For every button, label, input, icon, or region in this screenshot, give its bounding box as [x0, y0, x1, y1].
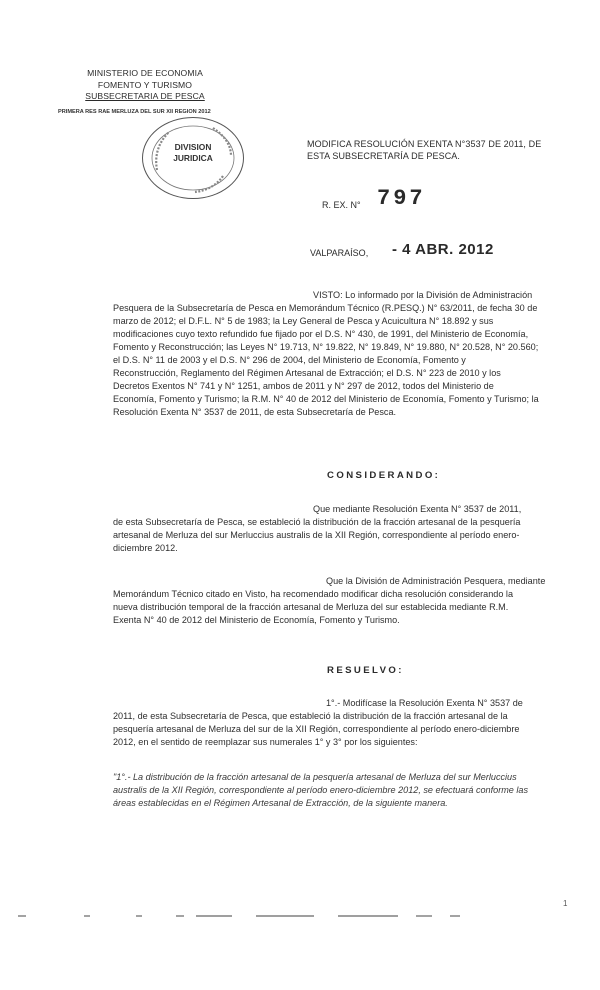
ministry-line-2: FOMENTO Y TURISMO: [97, 79, 193, 90]
resuelvo-line: 2011, de esta Subsecretaría de Pesca, que estableció la distribución de la fracción artesanal de la: [113, 711, 508, 721]
resuelvo-line: 2012, en el sentido de reemplazar sus numerales 1° y 3° por los siguientes:: [113, 737, 418, 747]
visto-line: Pesquera de la Subsecretaría de Pesca en Memorándum Técnico (R.PESQ.) N° 63/2011, de fecha 30 de: [113, 303, 538, 313]
considerando-paragraph-1: [113, 503, 578, 555]
subject-block: [307, 138, 577, 162]
considerando-line: de esta Subsecretaría de Pesca, se estableció la distribución de la fracción artesanal de la pesquería: [113, 517, 521, 527]
visto-line: VISTO: Lo informado por la División de Administración: [313, 290, 533, 300]
considerando-line: artesanal de Merluza del sur Merluccius australis de la XII Región, correspondiente al período enero-: [113, 530, 520, 540]
seal-line-2: JURIDICA: [173, 152, 213, 163]
resuelvo-line: pesquería artesanal de Merluza del sur de la XII Región, correspondiente al período enero-diciembre: [113, 724, 520, 734]
scan-footer-dashes: [0, 910, 600, 924]
quote-line: áreas establecidas en el Régimen Artesanal de Extracción, de la siguiente manera.: [113, 798, 448, 808]
resuelvo-quote: [113, 771, 578, 810]
date-stamp: - 4 ABR. 2012: [392, 241, 494, 258]
visto-line: Fomento y Reconstrucción; las Leyes N° 19.713, N° 19.822, N° 19.849, N° 19.880, N° 20.528, N° 20.560;: [113, 342, 539, 352]
ministry-line-1: MINISTERIO DE ECONOMIA: [87, 68, 203, 78]
visto-line: Reconstrucción, Reglamento del Régimen Artesanal de Extracción; el D.S. N° 223 de 2010 y los: [113, 368, 501, 378]
page-number: 1: [563, 899, 568, 908]
letterhead: [70, 68, 220, 103]
considerando-paragraph-2: [113, 575, 578, 627]
visto-line: Resolución Exenta N° 3537 de 2011, de esta Subsecretaría de Pesca.: [113, 407, 397, 417]
resuelvo-heading: RESUELVO:: [327, 665, 404, 676]
subject-line-1: MODIFICA RESOLUCIÓN EXENTA N°3537 DE 2011, DE: [307, 139, 542, 149]
visto-paragraph: [113, 289, 578, 419]
overprint-stamp: PRIMERA RES RAE MERLUZA DEL SUR XII REGION 2012: [58, 109, 211, 115]
considerando-heading: CONSIDERANDO:: [327, 470, 441, 481]
subsecretaria-line: SUBSECRETARIA DE PESCA: [85, 91, 205, 101]
visto-line: modificaciones cuyo texto refundido fue fijado por el D.S. N° 430, de 1991, del Ministerio de Economía,: [113, 329, 529, 339]
seal-line-1: DIVISION: [174, 142, 212, 152]
considerando-line: Exenta N° 40 de 2012 del Ministerio de Economía, Fomento y Turismo.: [113, 615, 400, 625]
division-juridica-seal: [142, 117, 244, 199]
considerando-line: Memorándum Técnico citado en Visto, ha recomendado modificar dicha resolución considerando la: [113, 589, 514, 599]
visto-line: el D.S. N° 11 de 2003 y el D.S. N° 296 de 2004, del Ministerio de Economía, Fomento y: [113, 355, 466, 365]
resolution-label: R. EX. N°: [322, 200, 361, 210]
considerando-line: diciembre 2012.: [113, 543, 178, 553]
visto-line: marzo de 2012; el D.F.L. N° 5 de 1983; la Ley General de Pesca y Acuicultura N° 18.892 y sus: [113, 316, 494, 326]
subject-line-2: ESTA SUBSECRETARÍA DE PESCA.: [307, 151, 461, 161]
quote-line: australis de la XII Región, correspondiente al período enero-diciembre 2012, se efectuará conforme las: [113, 785, 529, 795]
place-label: VALPARAÍSO,: [310, 248, 369, 258]
resuelvo-paragraph-1: [113, 697, 578, 749]
visto-line: Economía, Fomento y Turismo; la R.M. N° 40 de 2012 del Ministerio de Economía, Fomento y Turismo; la: [113, 394, 539, 404]
considerando-line: Que mediante Resolución Exenta N° 3537 de 2011,: [313, 504, 522, 514]
resuelvo-line: 1°.- Modifícase la Resolución Exenta N° 3537 de: [326, 698, 523, 708]
quote-line: "1°.- La distribución de la fracción artesanal de la pesquería artesanal de Merluza del sur Merluccius: [113, 772, 517, 782]
resolution-number: 797: [377, 186, 426, 211]
considerando-line: Que la División de Administración Pesquera, mediante: [326, 576, 546, 586]
visto-line: Decretos Exentos N° 741 y N° 1251, ambos de 2011 y N° 297 de 2012, todos del Ministerio de: [113, 381, 494, 391]
considerando-line: nueva distribución temporal de la fracción artesanal de Merluza del sur establecida mediante R.M.: [113, 602, 509, 612]
